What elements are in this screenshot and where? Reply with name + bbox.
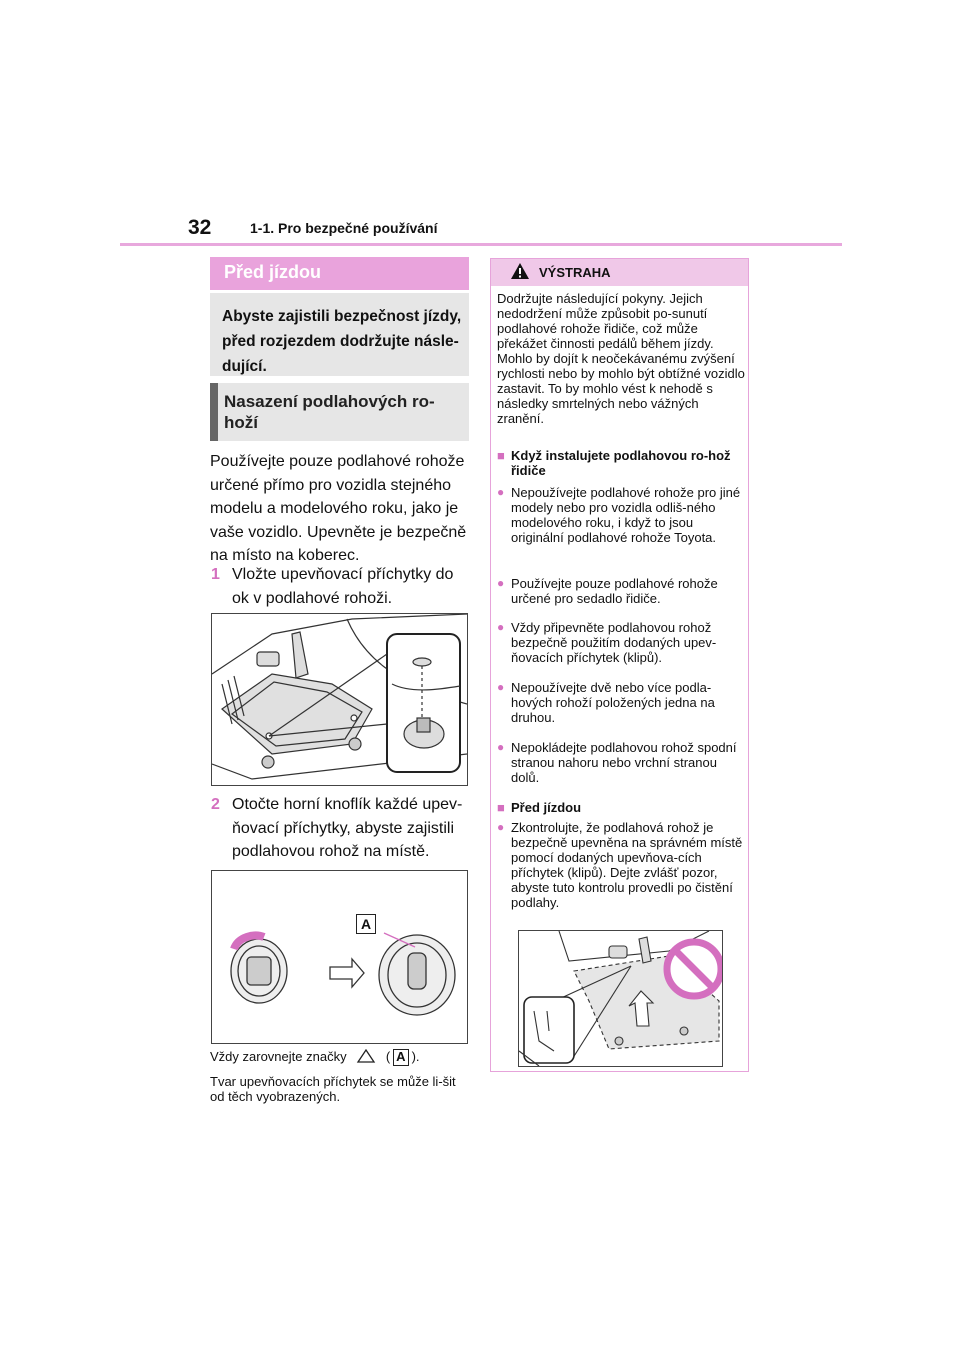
- square-bullet-icon: ■: [497, 800, 505, 815]
- circle-bullet-icon: ●: [497, 820, 505, 834]
- warning-item: [497, 680, 745, 726]
- page-number: 32: [188, 216, 212, 239]
- header-rule: [120, 243, 842, 246]
- warning-item: [497, 820, 745, 912]
- item-text: Nepoužívejte dvě nebo více podla-hových rohoží položených jedna na druhou.: [511, 680, 715, 725]
- section-heading: Před jízdou: [224, 262, 322, 282]
- subheading-text: Nasazení podlahových ro-hoží: [224, 392, 435, 432]
- triangle-mark-icon: [356, 1049, 376, 1063]
- warning-section-2-title: [497, 800, 745, 816]
- circle-bullet-icon: ●: [497, 680, 505, 694]
- warning-label: VÝSTRAHA: [539, 265, 611, 280]
- circle-bullet-icon: ●: [497, 485, 505, 499]
- warning-item: [497, 576, 745, 608]
- prohibited-mat-illustration: [519, 931, 722, 1066]
- caption-clip-shape: Tvar upevňovacích příchytek se může li-šit od těch vyobrazených.: [210, 1074, 456, 1104]
- step-number: 1: [211, 566, 220, 583]
- item-text: Zkontrolujte, že podlahová rohož je bezpečně upevněna na správném místě pomocí dodaných upevňova-cích příchytek (klipů). Dejte zvlášť pozor, abyste tuto kontrolu provedli po čistění podlahy.: [511, 820, 743, 910]
- section-title: 1-1. Pro bezpečné používání: [250, 220, 438, 236]
- step-2: [210, 793, 472, 865]
- caption-label-a: A: [393, 1049, 408, 1066]
- section-title-text: Když instalujete podlahovou ro-hož řidiče: [511, 448, 731, 478]
- item-text: Nepoužívejte podlahové rohože pro jiné modely nebo pro vozidla odliš-ného modelového roku, i když to jsou originální podlahové rohože Toyota.: [511, 485, 741, 545]
- circle-bullet-icon: ●: [497, 620, 505, 634]
- section-title-text: Před jízdou: [511, 800, 582, 815]
- caption-paren-open: (: [385, 1049, 391, 1064]
- square-bullet-icon: ■: [497, 448, 505, 463]
- floor-mat-illustration: [212, 614, 467, 785]
- caption-align-marks: [210, 1049, 472, 1066]
- item-text: Nepokládejte podlahovou rohož spodní stranou nahoru nebo vrchní stranou dolů.: [511, 740, 737, 785]
- warning-item: [497, 485, 745, 547]
- circle-bullet-icon: ●: [497, 576, 505, 590]
- step-text: Otočte horní knoflík každé upev-ňovací příchytky, abyste zajistili podlahovou rohož na místě.: [232, 796, 463, 860]
- clip-rotation-illustration: [212, 871, 467, 1043]
- figure-prohibited-mat-placement: [518, 930, 723, 1067]
- item-text: Používejte pouze podlahové rohože určené pro sedadlo řidiče.: [511, 576, 718, 606]
- warning-intro: Dodržujte následující pokyny. Jejich nedodržení může způsobit po-sunutí podlahové rohože řidiče, což může překážet činnosti pedálů během jízdy. Mohlo by dojít k neočekávanému zvýšení rychlosti nebo by mohlo být obtížné vozidlo zastavit. To by mohlo vést k nehodě s následky smrtelných nebo vážných zranění.: [497, 291, 745, 426]
- warning-item: [497, 740, 745, 786]
- circle-bullet-icon: ●: [497, 740, 505, 754]
- warning-triangle-icon: [510, 262, 530, 280]
- intro-text: Abyste zajistili bezpečnost jízdy, před rozjezdem dodržujte násle-dující.: [222, 308, 462, 375]
- figure-label-a: A: [356, 914, 376, 934]
- warning-section-1-title: [497, 448, 745, 480]
- caption-paren-close: ).: [411, 1049, 420, 1064]
- warning-item: [497, 620, 745, 666]
- body-paragraph: Používejte pouze podlahové rohože určené přímo pro vozidla stejného modelu a modelového roku, jako je vaše vozidlo. Upevněte je bezpečně na místo na koberec.: [210, 453, 467, 564]
- step-text: Vložte upevňovací příchytky do ok v podlahové rohoži.: [232, 566, 454, 607]
- step-1: [210, 563, 472, 613]
- figure-clip-rotation: [211, 870, 468, 1044]
- subheading-box: [210, 383, 469, 441]
- section-heading-bar: [210, 257, 469, 290]
- subheading-accent: [210, 383, 218, 441]
- step-number: 2: [211, 796, 220, 813]
- item-text: Vždy připevněte podlahovou rohož bezpečně použitím dodaných upev-ňovacích příchytek (klipů).: [511, 620, 717, 665]
- intro-box: [210, 293, 469, 376]
- figure-floor-mat-clips: [211, 613, 468, 786]
- caption-text: Vždy zarovnejte značky: [210, 1049, 347, 1064]
